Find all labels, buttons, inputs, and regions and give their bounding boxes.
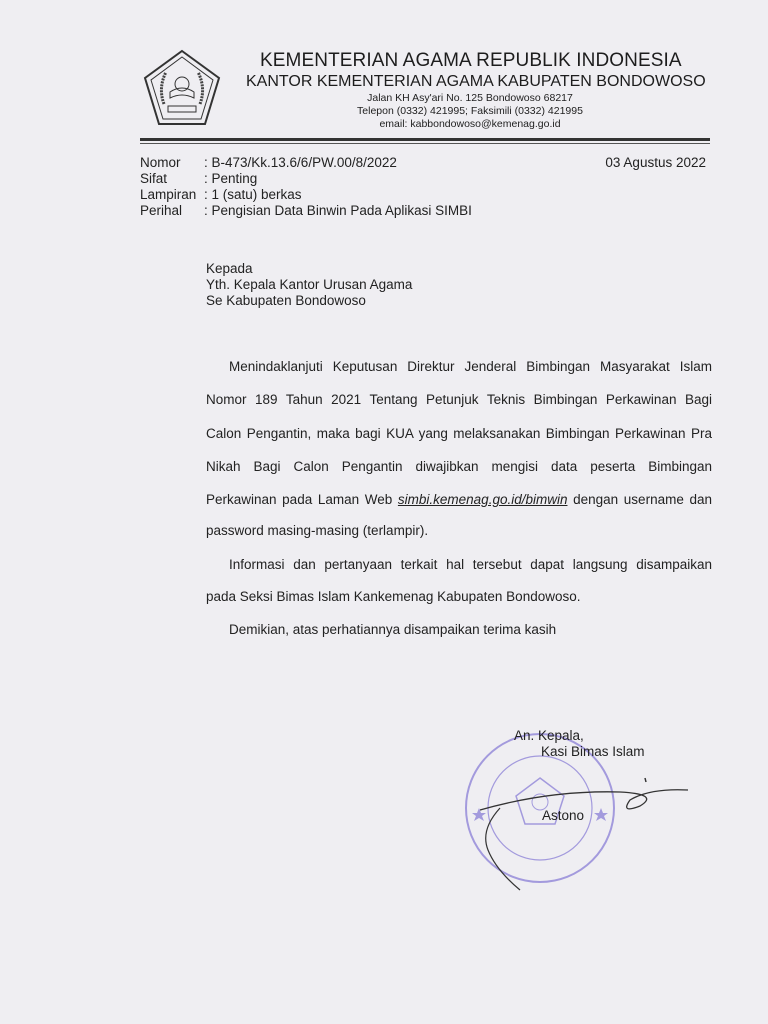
meta-row-nomor [140, 155, 397, 171]
signature-line-1: An. Kepala, [514, 728, 584, 743]
meta-value: : 1 (satu) berkas [204, 187, 302, 202]
meta-value: : B-473/Kk.13.6/6/PW.00/8/2022 [204, 155, 397, 170]
handwritten-signature [470, 770, 700, 900]
body-line: pada Seksi Bimas Islam Kankemenag Kabupaten Bondowoso. [206, 589, 581, 604]
meta-label: Nomor [140, 155, 181, 170]
simbi-link[interactable]: simbi.kemenag.go.id/bimwin [397, 492, 568, 507]
meta-label: Perihal [140, 203, 183, 218]
body-text: Perkawinan pada Laman Web [206, 492, 398, 507]
body-line: password masing-masing (terlampir). [206, 523, 429, 538]
recipient-line: Kepada [206, 261, 253, 276]
signatory-name: Astono [542, 808, 585, 823]
body-line: Informasi dan pertanyaan terkait hal tersebut dapat langsung disampaikan [229, 557, 712, 572]
body-line: Nomor 189 Tahun 2021 Tentang Petunjuk Teknis Bimbingan Perkawinan Bagi [206, 392, 712, 407]
recipient-line: Yth. Kepala Kantor Urusan Agama [206, 277, 413, 292]
office-name: KANTOR KEMENTERIAN AGAMA KABUPATEN BONDOWOSO [246, 73, 706, 90]
meta-row-perihal [140, 203, 472, 219]
signature-line-2: Kasi Bimas Islam [541, 744, 645, 759]
meta-label: Lampiran [140, 187, 197, 202]
meta-row-lampiran [140, 187, 302, 203]
meta-value: : Pengisian Data Binwin Pada Aplikasi SIMBI [204, 203, 472, 218]
ministry-logo [142, 48, 222, 128]
body-line: Nikah Bagi Calon Pengantin diwajibkan mengisi data peserta Bimbingan [206, 459, 712, 474]
letter-date: 03 Agustus 2022 [605, 155, 706, 170]
letterhead-rule [140, 138, 710, 141]
office-phone: Telepon (0332) 421995; Faksimili (0332) 421995 [357, 105, 583, 117]
ministry-name: KEMENTERIAN AGAMA REPUBLIK INDONESIA [260, 50, 682, 71]
letterhead-rule-thin [140, 143, 710, 144]
body-line: Menindaklanjuti Keputusan Direktur Jenderal Bimbingan Masyarakat Islam [229, 359, 712, 374]
office-address: Jalan KH Asy'ari No. 125 Bondowoso 68217 [367, 92, 573, 104]
meta-label: Sifat [140, 171, 168, 186]
body-line: Calon Pengantin, maka bagi KUA yang melaksanakan Bimbingan Perkawinan Pra [206, 426, 712, 441]
meta-value: : Penting [204, 171, 258, 186]
office-email: email: kabbondowoso@kemenag.go.id [379, 118, 561, 130]
recipient-line: Se Kabupaten Bondowoso [206, 293, 366, 308]
closing-line: Demikian, atas perhatiannya disampaikan terima kasih [229, 622, 557, 637]
body-line [206, 492, 712, 508]
body-text: dengan username dan [567, 492, 712, 507]
meta-row-sifat [140, 171, 257, 187]
